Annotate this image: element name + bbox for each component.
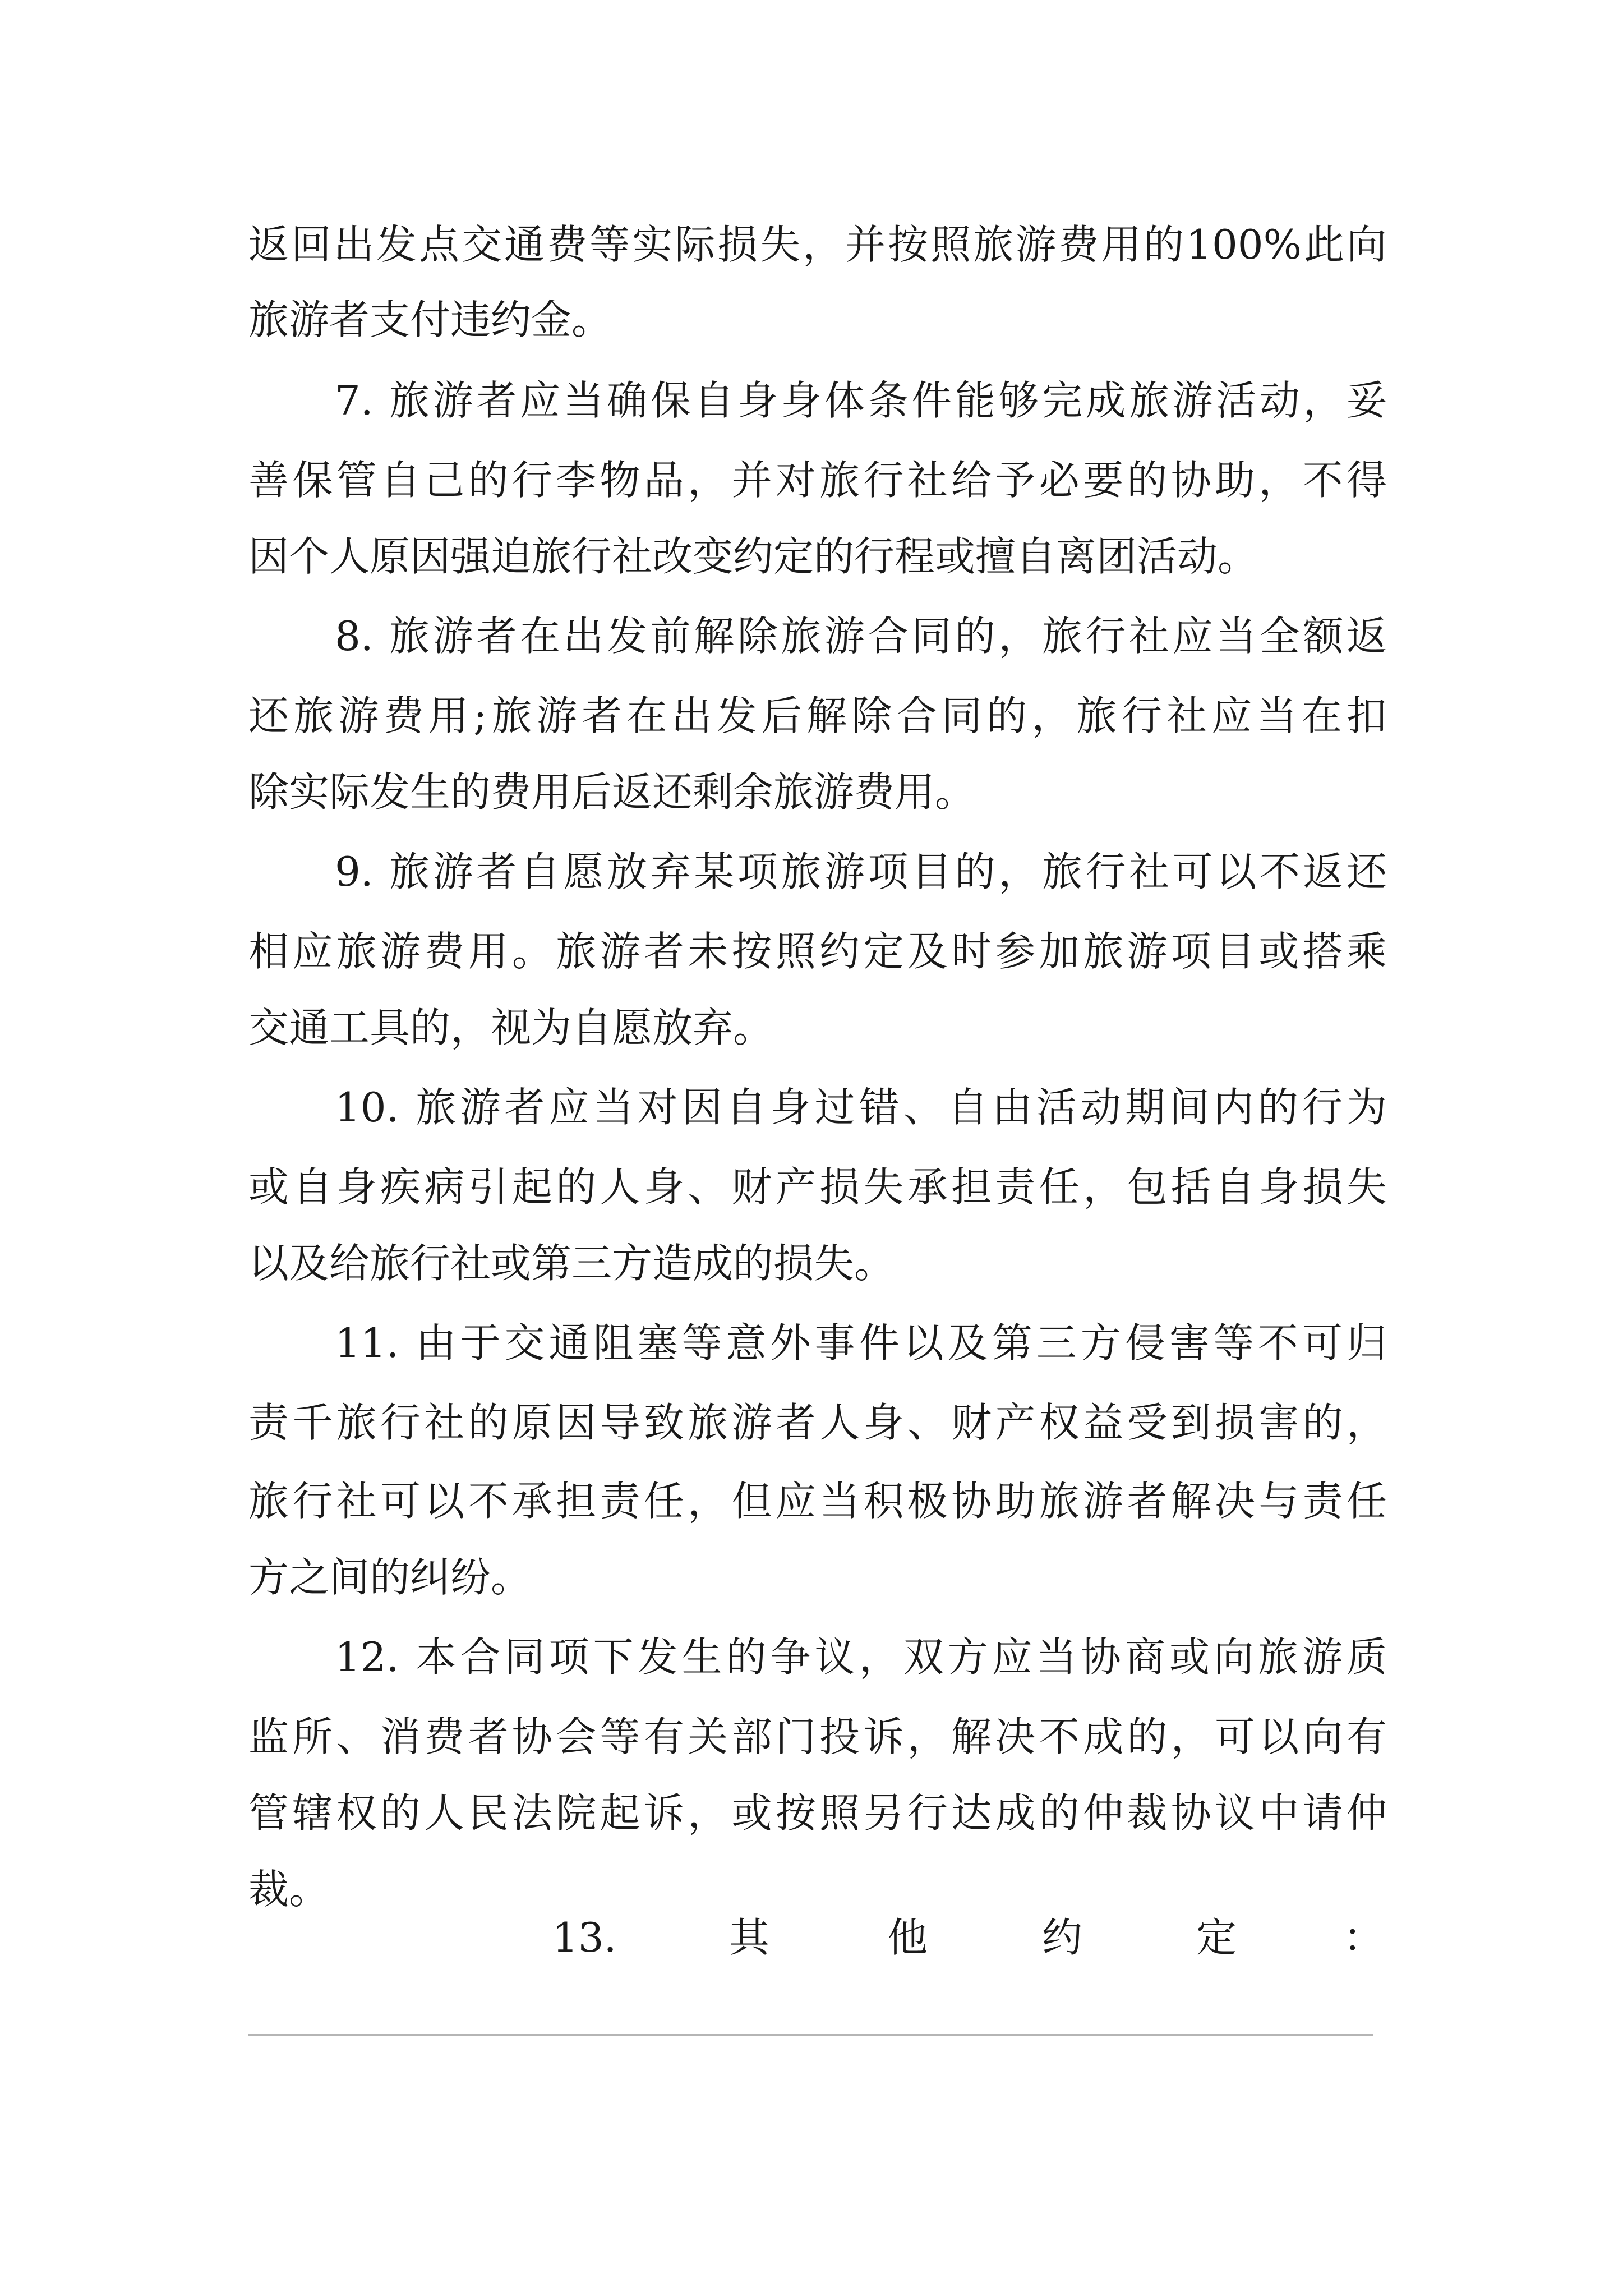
clause-13-number: 13. bbox=[552, 1914, 617, 1961]
fill-in-underline bbox=[248, 2034, 1373, 2036]
clause-12-line: 裁。 bbox=[248, 1866, 330, 1913]
clause-7-line: 7. 旅游者应当确保自身身体条件能够完成旅游活动，妥 bbox=[335, 377, 1387, 424]
clause-8-line: 8. 旅游者在出发前解除旅游合同的，旅行社应当全额返 bbox=[335, 613, 1387, 660]
clause-13-char: 其 bbox=[729, 1914, 770, 1961]
clause-10-line: 10. 旅游者应当对因自身过错、自由活动期间内的行为 bbox=[335, 1084, 1387, 1131]
clause-13-char: 他 bbox=[887, 1914, 928, 1961]
clause-9-line: 交通工具的，视为自愿放弃。 bbox=[248, 1004, 774, 1051]
clause-12-line: 管辖权的人民法院起诉，或按照另行达成的仲裁协议中请仲 bbox=[248, 1789, 1387, 1837]
clause-12-line: 12. 本合同项下发生的争议，双方应当协商或向旅游质 bbox=[335, 1634, 1387, 1681]
clause-10-line: 或自身疾病引起的人身、财产损失承担责任，包括自身损失 bbox=[248, 1163, 1387, 1211]
clause-11-line: 方之间的纠纷。 bbox=[248, 1554, 532, 1601]
clause-13-char: 定 bbox=[1196, 1914, 1237, 1961]
clause-13-char: 约 bbox=[1042, 1914, 1083, 1961]
clause-8-line: 还旅游费用;旅游者在出发后解除合同的，旅行社应当在扣 bbox=[248, 692, 1387, 739]
paragraph-line: 旅游者支付违约金。 bbox=[248, 296, 612, 343]
clause-9-line: 9. 旅游者自愿放弃某项旅游项目的，旅行社可以不返还 bbox=[335, 848, 1387, 895]
clause-11-line: 旅行社可以不承担责任，但应当积极协助旅游者解决与责任 bbox=[248, 1478, 1387, 1525]
clause-12-line: 监所、消费者协会等有关部门投诉，解决不成的，可以向有 bbox=[248, 1713, 1387, 1760]
clause-13-colon: ： bbox=[1343, 1914, 1384, 1961]
clause-7-line: 因个人原因强迫旅行社改变约定的行程或擅自离团活动。 bbox=[248, 533, 1258, 580]
clause-8-line: 除实际发生的费用后返还剩余旅游费用。 bbox=[248, 769, 976, 816]
clause-9-line: 相应旅游费用。旅游者未按照约定及时参加旅游项目或搭乘 bbox=[248, 928, 1387, 975]
paragraph-line: 返回出发点交通费等实际损失，并按照旅游费用的100%此向 bbox=[248, 221, 1387, 268]
clause-7-line: 善保管自己的行李物品，并对旅行社给予必要的协助，不得 bbox=[248, 457, 1387, 504]
clause-11-line: 责千旅行社的原因导致旅游者人身、财产权益受到损害的， bbox=[248, 1399, 1387, 1446]
clause-11-line: 11. 由于交通阻塞等意外事件以及第三方侵害等不可归 bbox=[335, 1319, 1387, 1366]
clause-10-line: 以及给旅行社或第三方造成的损失。 bbox=[248, 1240, 895, 1287]
